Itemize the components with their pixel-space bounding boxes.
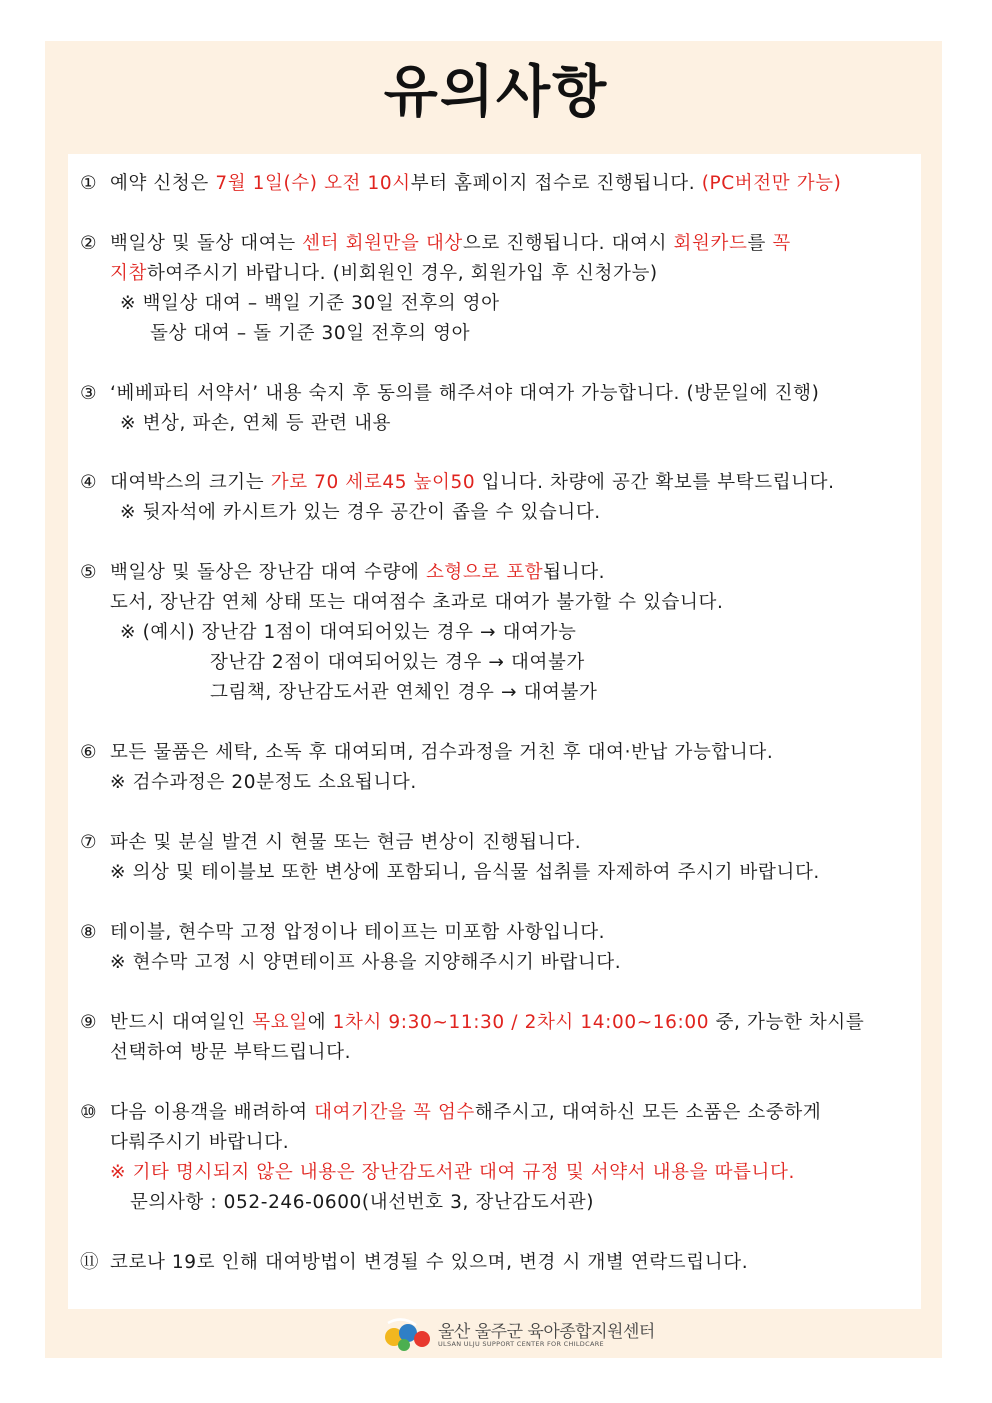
line-text: 반드시 대여일인 xyxy=(110,1012,253,1033)
org-name: 울산 울주군 육아종합지원센터 xyxy=(438,1322,655,1342)
notice-line xyxy=(110,950,621,976)
line-text: 파손 및 분실 발견 시 현물 또는 현금 변상이 진행됩니다. xyxy=(110,832,582,853)
highlight-text: 지참 xyxy=(110,263,147,284)
item-number: ③ xyxy=(80,383,97,404)
notice-line xyxy=(210,650,585,676)
page-title: 유의사항 xyxy=(383,60,609,125)
notice-line xyxy=(130,1190,594,1216)
item-number: ⑧ xyxy=(80,922,97,943)
item-number: ⑦ xyxy=(80,832,97,853)
notice-line xyxy=(110,560,605,586)
highlight-text: 대여기간을 꼭 엄수 xyxy=(314,1102,475,1123)
notice-line xyxy=(110,590,723,616)
line-text: 그림책, 장난감도서관 연체인 경우 → 대여불가 xyxy=(210,682,598,703)
notice-line xyxy=(110,860,820,886)
notice-line xyxy=(110,171,841,197)
org-subtitle: ULSAN ULJU SUPPORT CENTER FOR CHILDCARE xyxy=(438,1340,604,1348)
item-number: ② xyxy=(80,233,97,254)
notice-line xyxy=(110,1010,864,1036)
item-number: ④ xyxy=(80,472,97,493)
line-text: 장난감 2점이 대여되어있는 경우 → 대여불가 xyxy=(210,652,585,673)
notice-line xyxy=(110,1130,289,1156)
highlight-text: 소형으로 포함 xyxy=(425,562,544,583)
notice-line xyxy=(150,321,470,347)
line-text: 부터 홈페이지 접수로 진행됩니다. xyxy=(410,173,702,194)
line-text: 도서, 장난감 연체 상태 또는 대여점수 초과로 대여가 불가할 수 있습니다. xyxy=(110,592,724,613)
line-text: 를 xyxy=(747,233,773,254)
notice-line xyxy=(110,1160,795,1186)
line-text: 다음 이용객을 배려하여 xyxy=(110,1102,315,1123)
highlight-text: (PC버전만 가능) xyxy=(701,173,842,194)
line-text: ※ (예시) 장난감 1점이 대여되어있는 경우 → 대여가능 xyxy=(120,622,577,643)
notice-line xyxy=(110,1100,821,1126)
notice-line xyxy=(110,740,773,766)
item-number: ⑥ xyxy=(80,742,97,763)
notice-line xyxy=(120,411,391,437)
notice-line xyxy=(120,620,577,646)
highlight-text: 회원카드 xyxy=(673,233,748,254)
line-text: ‘베베파티 서약서’ 내용 숙지 후 동의를 해주셔야 대여가 가능합니다. (방문일에 진행) xyxy=(110,383,820,404)
line-text: 백일상 및 돌상 대여는 xyxy=(110,233,303,254)
line-text: ※ 백일상 대여 – 백일 기준 30일 전후의 영아 xyxy=(120,293,500,314)
highlight-text: 센터 회원만을 대상 xyxy=(302,233,463,254)
line-text: 돌상 대여 – 돌 기준 30일 전후의 영아 xyxy=(150,323,471,344)
line-text: 문의사항 : 052-246-0600(내선번호 3, 장난감도서관) xyxy=(130,1192,595,1213)
highlight-text: 가로 70 세로45 높이50 xyxy=(270,472,476,493)
line-text: ※ 현수막 고정 시 양면테이프 사용을 지양해주시기 바랍니다. xyxy=(110,952,622,973)
notice-line xyxy=(110,381,819,407)
highlight-text: ※ 기타 명시되지 않은 내용은 장난감도서관 대여 규정 및 서약서 내용을 따릅니다. xyxy=(110,1162,795,1183)
highlight-text: 목요일 xyxy=(252,1012,308,1033)
item-number: ⑩ xyxy=(80,1102,97,1123)
line-text: 입니다. 차량에 공간 확보를 부탁드립니다. xyxy=(475,472,835,493)
line-text: 테이블, 현수막 고정 압정이나 테이프는 미포함 사항입니다. xyxy=(110,922,606,943)
line-text: ※ 의상 및 테이블보 또한 변상에 포함되니, 음식물 섭취를 자제하여 주시기 바랍니다. xyxy=(110,862,820,883)
line-text: 선택하여 방문 부탁드립니다. xyxy=(110,1042,352,1063)
notice-line xyxy=(110,1040,351,1066)
line-text: ※ 뒷자석에 카시트가 있는 경우 공간이 좁을 수 있습니다. xyxy=(120,502,601,523)
item-number: ⑤ xyxy=(80,562,97,583)
item-number: ⑪ xyxy=(80,1252,99,1273)
line-text: 다뤄주시기 바랍니다. xyxy=(110,1132,290,1153)
highlight-text: 꼭 xyxy=(772,233,791,254)
line-text: 모든 물품은 세탁, 소독 후 대여되며, 검수과정을 거친 후 대여·반납 가능합니다. xyxy=(110,742,774,763)
notice-line xyxy=(110,1250,748,1276)
notice-line xyxy=(210,680,597,706)
notice-line xyxy=(110,261,658,287)
notice-line xyxy=(120,291,500,317)
notice-line xyxy=(110,920,605,946)
line-text: 에 xyxy=(307,1012,333,1033)
line-text: 됩니다. xyxy=(543,562,606,583)
line-text: 해주시고, 대여하신 모든 소품은 소중하게 xyxy=(474,1102,822,1123)
line-text: 하여주시기 바랍니다. (비회원인 경우, 회원가입 후 신청가능) xyxy=(146,263,658,284)
notice-line xyxy=(110,470,835,496)
line-text: ※ 변상, 파손, 연체 등 관련 내용 xyxy=(120,413,392,434)
line-text: 백일상 및 돌상은 장난감 대여 수량에 xyxy=(110,562,426,583)
highlight-text: 1차시 9:30~11:30 / 2차시 14:00~16:00 xyxy=(332,1012,710,1033)
notice-line xyxy=(110,231,791,257)
notice-line xyxy=(120,500,601,526)
line-text: 예약 신청은 xyxy=(110,173,216,194)
line-text: ※ 검수과정은 20분정도 소요됩니다. xyxy=(110,772,417,793)
line-text: 중, 가능한 차시를 xyxy=(709,1012,865,1033)
line-text: 코로나 19로 인해 대여방법이 변경될 수 있으며, 변경 시 개별 연락드립니다. xyxy=(110,1252,749,1273)
item-number: ⑨ xyxy=(80,1012,97,1033)
footer-logo xyxy=(380,1313,655,1355)
highlight-text: 7월 1일(수) 오전 10시 xyxy=(215,173,411,194)
line-text: 대여박스의 크기는 xyxy=(110,472,271,493)
line-text: 으로 진행됩니다. 대여시 xyxy=(462,233,674,254)
item-number: ① xyxy=(80,173,97,194)
notice-line xyxy=(110,830,581,856)
notice-line xyxy=(110,770,417,796)
